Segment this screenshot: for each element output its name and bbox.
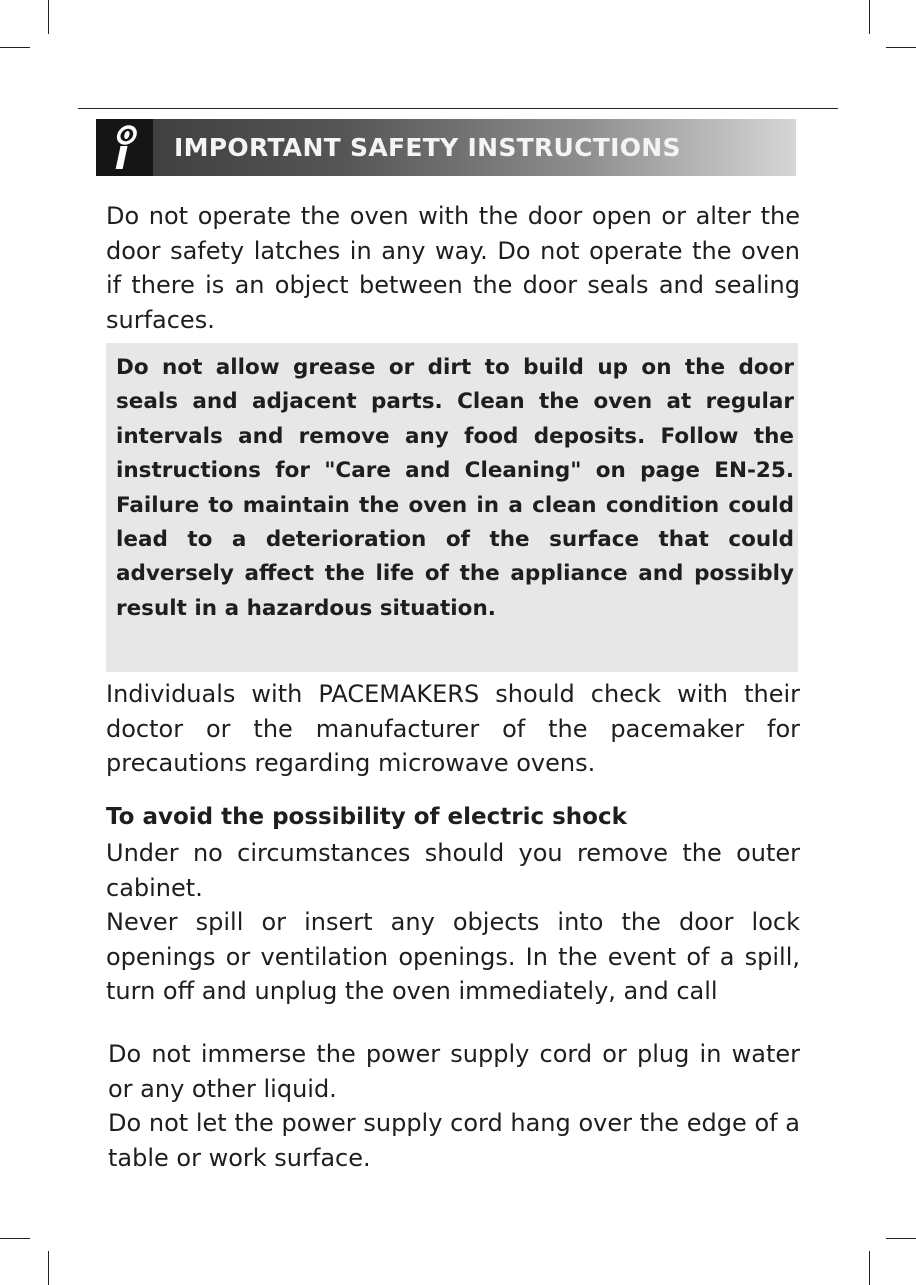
- crop-mark-top-left-vertical: [48, 0, 49, 34]
- crop-mark-top-right-vertical: [869, 0, 870, 34]
- crop-mark-bottom-right-vertical: [869, 1251, 870, 1285]
- paragraph-door-operation: Do not operate the oven with the door open or alter the door safety latches in any way. Do not operate the oven if there is an object between the door seals and sealing surfaces.: [106, 202, 800, 335]
- section-banner: [96, 119, 796, 176]
- highlight-text: Do not allow grease or dirt to build up on the door seals and adjacent parts. Clean the oven at regular intervals and remove any food deposits. Follow the instructions for "Care and Cleaning" on page EN-25. Failure to maintain the oven in a clean condition could lead to a deterioration of the surface that could adversely affect the life of the appliance and possibly result in a hazardous situation.: [116, 355, 794, 621]
- section-title: IMPORTANT SAFETY INSTRUCTIONS: [174, 133, 681, 162]
- paragraph-pacemakers: Individuals with PACEMAKERS should check with their doctor or the manufacturer of the pacemaker for precautions regarding microwave ovens.: [106, 680, 800, 778]
- crop-mark-top-left-horizontal: [0, 47, 30, 48]
- info-icon-box: [96, 119, 153, 176]
- paragraph-cord-edge: Do not let the power supply cord hang over the edge of a table or work surface.: [108, 1109, 800, 1172]
- paragraph-spill: Never spill or insert any objects into the door lock openings or ventilation openings. In the event of a spill, turn off and unplug the oven immediately, and call: [106, 908, 800, 1006]
- paragraph-outer-cabinet: Under no circumstances should you remove the outer cabinet.: [106, 839, 800, 902]
- info-icon: [109, 125, 139, 171]
- crop-mark-bottom-left-horizontal: [0, 1238, 30, 1239]
- top-rule: [78, 108, 838, 109]
- crop-mark-bottom-left-vertical: [48, 1251, 49, 1285]
- paragraph-immerse-cord: Do not immerse the power supply cord or plug in water or any other liquid.: [108, 1040, 800, 1103]
- crop-mark-bottom-right-horizontal: [886, 1238, 916, 1239]
- highlight-box: [106, 343, 798, 672]
- electric-shock-heading: To avoid the possibility of electric shock: [106, 804, 627, 830]
- crop-mark-top-right-horizontal: [886, 47, 916, 48]
